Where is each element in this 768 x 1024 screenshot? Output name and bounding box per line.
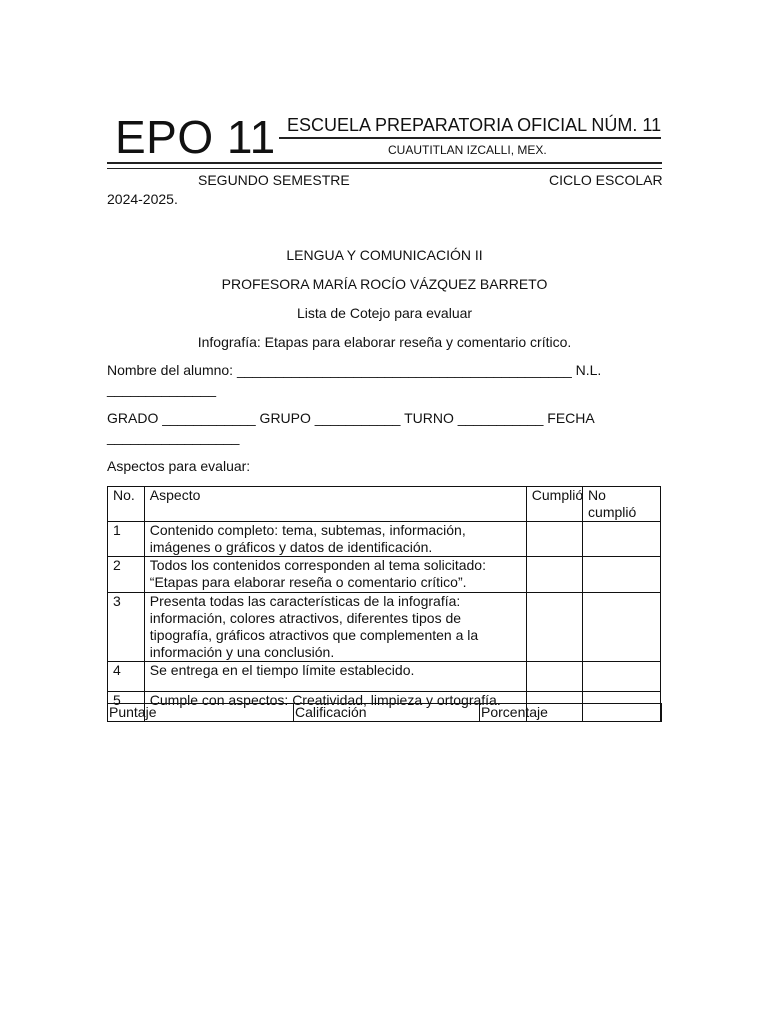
evaluation-checklist-table (107, 486, 661, 722)
row-aspect: Todos los contenidos corresponden al tema solicitado: “Etapas para elaborar reseña o comentario crítico”. (144, 557, 526, 593)
not-met-cell[interactable] (583, 522, 661, 557)
grade-group-shift-date-field[interactable]: GRADO ____________ GRUPO ___________ TURNO ___________ FECHA (107, 410, 595, 426)
header-met: Cumplió (526, 487, 582, 522)
header-divider-bottom (107, 168, 662, 169)
teacher-name: PROFESORA MARÍA ROCÍO VÁZQUEZ BARRETO (221, 276, 548, 292)
aspects-label: Aspectos para evaluar: (107, 458, 251, 474)
row-aspect: Presenta todas las características de la infografía: información, colores atractivos, diferentes tipos de tipografía, gráficos atractivos que complementen a la información y una conclusión. (144, 593, 526, 662)
header-divider-top (107, 162, 662, 164)
row-aspect: Contenido completo: tema, subtemas, información, imágenes o gráficos y datos de identificación. (144, 522, 526, 557)
met-cell[interactable] (526, 593, 582, 662)
date-field-continuation[interactable]: _________________ (107, 429, 240, 445)
row-aspect: Cumple con aspectos: Creatividad, limpieza y ortografía. (144, 692, 526, 722)
table-row (108, 557, 661, 593)
row-number: 2 (108, 557, 145, 593)
table-row (108, 522, 661, 557)
school-name: ESCUELA PREPARATORIA OFICIAL NÚM. 11 (287, 115, 662, 135)
header-no: No. (108, 487, 145, 522)
school-city: CUAUTITLAN IZCALLI, MEX. (388, 143, 547, 157)
score-table (107, 703, 662, 722)
semester-label: SEGUNDO SEMESTRE (198, 172, 350, 188)
not-met-cell[interactable] (583, 557, 661, 593)
row-number: 1 (108, 522, 145, 557)
header-aspect: Aspecto (144, 487, 526, 522)
row-aspect: Se entrega en el tiempo límite establecido. (144, 662, 526, 692)
checklist-title: Lista de Cotejo para evaluar (296, 305, 473, 321)
row-number: 4 (108, 662, 145, 692)
met-cell[interactable] (526, 522, 582, 557)
not-met-cell[interactable] (583, 662, 661, 692)
met-cell[interactable] (526, 662, 582, 692)
school-cycle-label: CICLO ESCOLAR (549, 172, 663, 188)
score-row (108, 704, 662, 722)
not-met-cell[interactable] (583, 593, 661, 662)
table-row (108, 662, 661, 692)
student-name-field-continuation[interactable]: ______________ (107, 381, 217, 397)
table-header-row (108, 487, 661, 522)
score-points-cell[interactable]: Puntaje (108, 704, 294, 722)
header-not-met: No cumplió (583, 487, 661, 522)
assignment-title: Infografía: Etapas para elaborar reseña y comentario crítico. (197, 334, 572, 350)
school-logo-text: EPO 11 (115, 111, 276, 163)
subject-title: LENGUA Y COMUNICACIÓN II (286, 247, 483, 263)
row-number: 5 (108, 692, 145, 722)
header-rule (279, 137, 661, 139)
table-row (108, 593, 661, 662)
student-name-field[interactable]: Nombre del alumno: ___________________________________________ N.L. (107, 362, 602, 378)
row-number: 3 (108, 593, 145, 662)
score-grade-cell[interactable]: Calificación (294, 704, 480, 722)
score-percent-cell[interactable]: Porcentaje (480, 704, 662, 722)
school-cycle-years: 2024-2025. (107, 191, 178, 207)
met-cell[interactable] (526, 557, 582, 593)
